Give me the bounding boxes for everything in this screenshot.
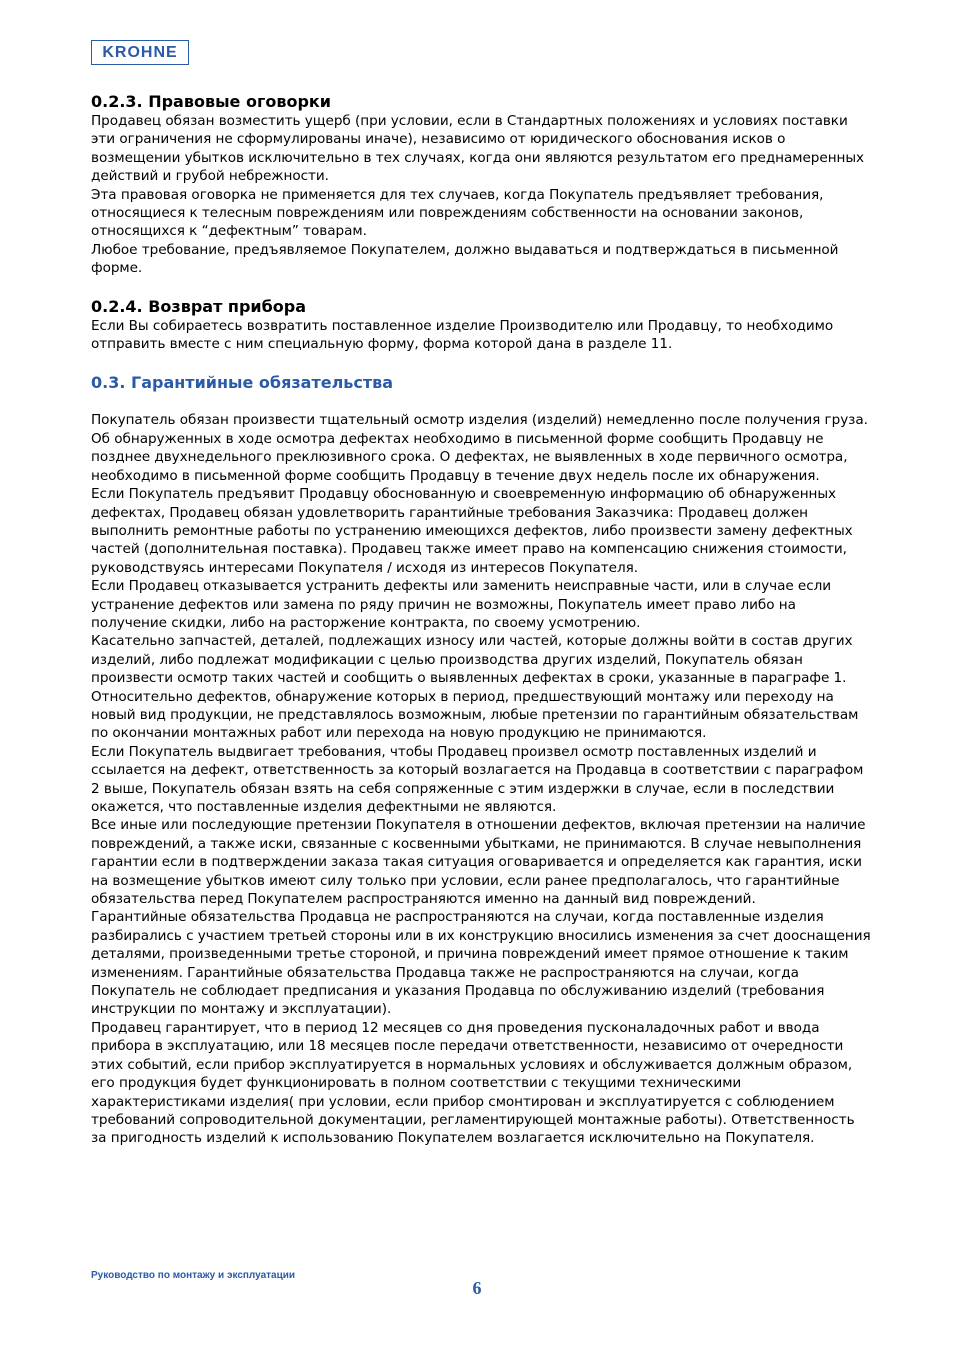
heading-0-2-4: 0.2.4. Возврат прибора — [91, 296, 307, 316]
paragraph: Эта правовая оговорка не применяется для тех случаев, когда Покупатель предъявляет требования, относящиеся к телесным повреждениям или повреждениям собственности на основании законов, относящихся к “дефектным” товарам. — [91, 186, 824, 240]
krohne-logo — [91, 40, 189, 65]
paragraph: Гарантийные обязательства Продавца не распространяются на случаи, когда поставленные изделия разбирались с участием третьей стороны или в их конструкцию вносились изменения за счет дооснащения деталями, произведенными третье стороной, и причина повреждений имеет прямое отношение к таким изменениям. Гарантийные обязательства Продавца также не распространяются на случаи, когда Покупатель не соблюдает предписания и указания Продавца по обслуживанию изделий (требования инструкции по монтажу и эксплуатации). — [91, 909, 871, 1018]
paragraph: Если Покупатель выдвигает требования, чтобы Продавец произвел осмотр поставленных изделий и ссылается на дефект, ответственность за который возлагается на Продавца в соответствии с параграфом 2 выше, Покупатель обязан взять на себя сопряженные с этим издержки в случае, если в последствии окажется, что поставленные изделия дефектными не являются. — [91, 743, 864, 815]
paragraph: Продавец гарантирует, что в период 12 месяцев со дня проведения пусконаладочных работ и ввода прибора в эксплуатацию, или 18 месяцев после передачи ответственности, независимо от очередности этих событий, если прибор эксплуатируется в нормальных условиях и обслуживается должным образом, его продукция будет функционировать в полном соответствии с текущими техническими характеристиками изделия( при условии, если прибор смонтирован и эксплуатируется с соблюдением требований сопроводительной документации, регламентирующей монтажные работы). Ответственность за пригодность изделий к использованию Покупателем возлагается исключительно на Покупателя. — [91, 1019, 855, 1147]
paragraph: Продавец обязан возместить ущерб (при условии, если в Стандартных положениях и условиях поставки эти ограничения не сформулированы иначе), независимо от юридического обоснования исков о возмещении убытков исключительно в тех случаях, когда они являются результатом его преднамеренных действий и грубой небрежности. — [91, 113, 865, 185]
document-body — [91, 92, 871, 1148]
paragraph: Все иные или последующие претензии Покупателя в отношении дефектов, включая претензии на наличие повреждений, а также иски, связанные с косвенными убытками, не принимаются. В случае невыполнения гарантии если в подтверждении заказа такая ситуация оговаривается и определяется как гарантия, иски на возмещение убытков имеют силу только при условии, если ранее предполагалось, что гарантийные обязательства перед Покупателем распространяются именно на данный вид повреждений. — [91, 817, 866, 908]
footer-document-title: Руководство по монтажу и эксплуатации — [91, 1270, 296, 1281]
page-number: 6 — [472, 1278, 482, 1298]
paragraph: Покупатель обязан произвести тщательный осмотр изделия (изделий) немедленно после получения груза. Об обнаруженных в ходе осмотра дефектах необходимо в письменной форме сообщить Продавцу не позднее двухнедельного преклюзивного срока. О дефектах, не выявленных в ходе первичного осмотра, необходимо в письменной форме сообщить Продавцу в течение двух недель после их обнаружения. — [91, 412, 868, 484]
logo-text: KROHNE — [102, 43, 178, 61]
paragraph: Любое требование, предъявляемое Покупателем, должно выдаваться и подтверждаться в письменной форме. — [91, 241, 839, 277]
heading-0-2-3: 0.2.3. Правовые оговорки — [91, 92, 331, 111]
heading-0-3: 0.3. Гарантийные обязательства — [91, 373, 394, 393]
paragraph: Если Покупатель предъявит Продавцу обоснованную и своевременную информацию об обнаруженных дефектах, Продавец обязан удовлетворить гарантийные требования Заказчика: Продавец должен выполнить ремонтные работы по устранению имеющихся дефектов, либо произвести замену дефектных частей (дополнительная поставка). Продавец также имеет право на компенсацию снижения стоимости, руководствуясь интересами Покупателя / исходя из интересов Покупателя. — [91, 486, 853, 576]
paragraph: Касательно запчастей, деталей, подлежащих износу или частей, которые должны войти в состав других изделий, либо подлежат модификации с целью производства других изделий, Покупатель обязан произвести осмотр таких частей и сообщить о выявленных дефектах в сроки, указанные в параграфе 1. Относительно дефектов, обнаружение которых в период, предшествующий монтажу или переходу на новый вид продукции, не представлялось возможным, любые претензии по гарантийным обязательствам по окончании монтажных работ или перехода на новую продукцию не принимаются. — [91, 633, 859, 742]
paragraph: Если Продавец отказывается устранить дефекты или заменить неисправные части, или в случае если устранение дефектов или замена по ряду причин не возможны, Покупатель имеет право либо на получение скидки, либо на расторжение контракта, по своему усмотрению. — [91, 578, 832, 631]
paragraph: Если Вы собираетесь возвратить поставленное изделие Производителю или Продавцу, то необходимо отправить вместе с ним специальную форму, форма которой дана в разделе 11. — [91, 317, 834, 353]
